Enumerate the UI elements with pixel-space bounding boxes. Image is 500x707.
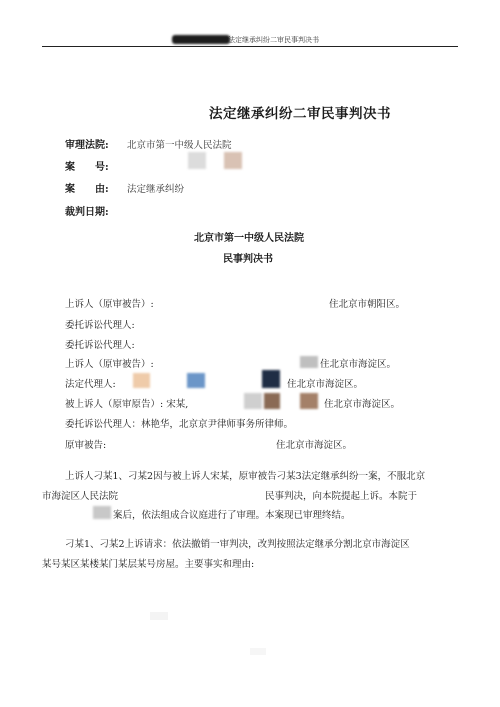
scan-artifact (250, 648, 266, 655)
document-title: 法定继承纠纷二审民事判决书 (209, 106, 391, 122)
page-header: 法定继承纠纷二审民事判决书 (228, 36, 319, 44)
party-label: 法定代理人: (65, 379, 116, 390)
court-name-heading: 北京市第一中级人民法院 (194, 233, 304, 244)
party-label: 原审被告: (65, 440, 107, 451)
party-address: 住北京市海淀区。 (324, 399, 401, 410)
body-paragraph-line: 市海淀区人民法院 (42, 491, 119, 502)
name-redaction (133, 373, 150, 388)
body-paragraph-line: 刁某1、刁某2上诉请求：依法撤销一审判决，改判按照法定继承分割北京市海淀区 (65, 539, 410, 550)
judgment-type-heading: 民事判决书 (223, 254, 273, 265)
party-address: 住北京市海淀区。 (320, 359, 397, 370)
body-paragraph-line: 案后，依法组成合议庭进行了审理。本案现已审理终结。 (113, 510, 351, 521)
party-label: 委托诉讼代理人: (65, 340, 135, 351)
header-rule (42, 46, 458, 47)
name-redaction (300, 356, 318, 368)
party-address: 住北京市朝阳区。 (329, 299, 406, 310)
name-redaction (300, 393, 318, 409)
body-paragraph-line: 某号某区某楼某门某层某号房屋。主要事实和理由: (42, 559, 255, 570)
case-number-redaction (224, 152, 242, 169)
party-label: 上诉人（原审被告）: (65, 299, 154, 310)
party-label: 被上诉人（原审原告）: 宋某, (65, 399, 189, 410)
name-redaction (264, 393, 280, 409)
party-address: 住北京市海淀区。 (287, 379, 364, 390)
court-value: 北京市第一中级人民法院 (127, 140, 232, 151)
name-redaction (262, 370, 280, 388)
body-paragraph-line: 民事判决，向本院提起上诉。本院于 (265, 491, 418, 502)
header-redaction (172, 35, 230, 44)
name-redaction (187, 373, 205, 388)
court-label: 审理法院: (65, 140, 109, 151)
party-label: 上诉人（原审被告）: (65, 359, 154, 370)
date-redaction (93, 506, 111, 519)
scan-artifact (150, 612, 168, 620)
body-paragraph-line: 上诉人刁某1、刁某2因与被上诉人宋某，原审被告刁某3法定继承纠纷一案，不服北京 (65, 471, 426, 482)
case-number-label: 案 号: (65, 162, 109, 173)
name-redaction (244, 393, 262, 409)
party-label: 委托诉讼代理人：林艳华，北京京尹律师事务所律师。 (65, 419, 294, 430)
case-number-redaction (188, 152, 206, 169)
judgment-date-label: 裁判日期: (65, 207, 109, 218)
cause-value: 法定继承纠纷 (127, 184, 185, 195)
cause-label: 案 由: (65, 184, 109, 195)
party-label: 委托诉讼代理人: (65, 320, 135, 331)
party-address: 住北京市海淀区。 (276, 440, 353, 451)
